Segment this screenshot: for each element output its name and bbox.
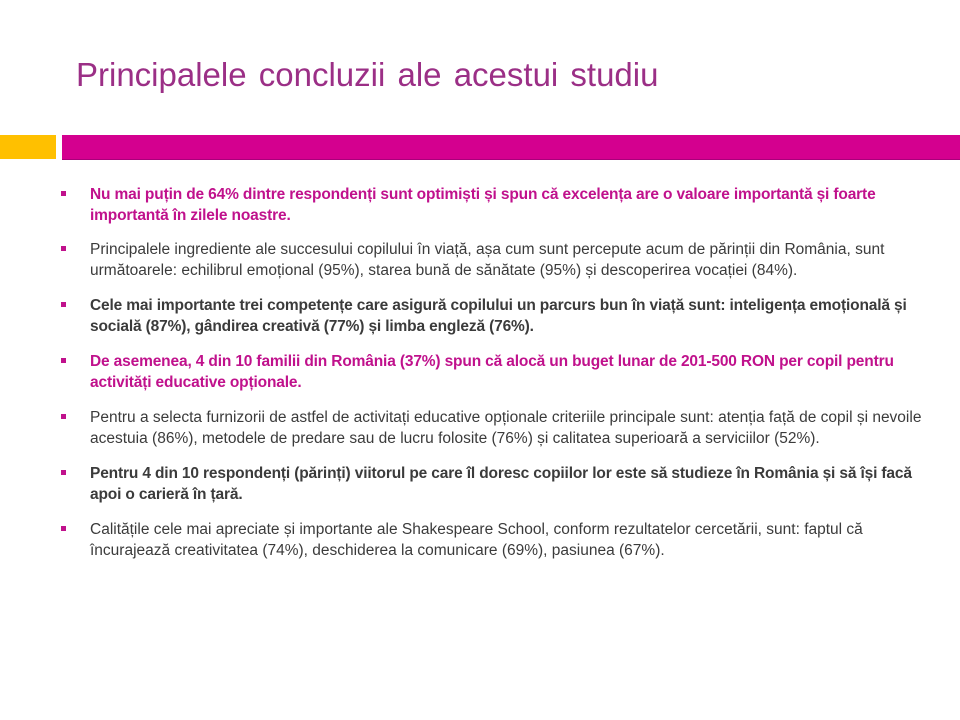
bullet-item [58,295,928,337]
bullet-item [58,239,928,281]
bullet-item [58,184,928,226]
square-bullet-icon [61,302,66,307]
bullet-item [58,351,928,393]
slide-title: Principalele concluzii ale acestui studiu [76,56,659,93]
square-bullet-icon [61,470,66,475]
accent-block-yellow [0,135,56,159]
bullet-text: Cele mai importante trei competențe care asigură copilului un parcurs bun în viață sunt: inteligența emoțională și socială (87%), gândirea creativă (77%) și limba engleză (76%). [90,297,907,335]
square-bullet-icon [61,526,66,531]
accent-bar-magenta [62,135,960,160]
bullet-item [58,463,928,505]
bullet-list [58,184,928,575]
bullet-text: Principalele ingrediente ale succesului copilului în viață, așa cum sunt percepute acum de părinții din România, sunt următoarele: echilibrul emoțional (95%), starea bună de sănătate (95%) și descoperirea vocației (84%). [90,241,885,279]
bullet-item [58,407,928,449]
square-bullet-icon [61,246,66,251]
square-bullet-icon [61,358,66,363]
bullet-text: Pentru a selecta furnizorii de astfel de activitați educative opționale criteriile principale sunt: atenția față de copil și nevoile acestuia (86%), metodele de predare sau de lucru folosite (76%) și calitatea superioară a serviciilor (52%). [90,409,922,447]
bullet-item [58,519,928,561]
bullet-text: Calitățile cele mai apreciate și importante ale Shakespeare School, conform rezultatelor cercetării, sunt: faptul că încurajează creativitatea (74%), deschiderea la comunicare (69%), pasiunea (67%). [90,521,863,559]
bullet-text: De asemenea, 4 din 10 familii din România (37%) spun că alocă un buget lunar de 201-500 RON per copil pentru activități educative opționale. [90,353,894,391]
square-bullet-icon [61,414,66,419]
bullet-text: Pentru 4 din 10 respondenți (părinți) viitorul pe care îl doresc copiilor lor este să studieze în România și să își facă apoi o carieră în țară. [90,465,912,503]
square-bullet-icon [61,191,66,196]
bullet-text: Nu mai puțin de 64% dintre respondenți sunt optimiști și spun că excelența are o valoare importantă și foarte importantă în zilele noastre. [90,186,876,224]
